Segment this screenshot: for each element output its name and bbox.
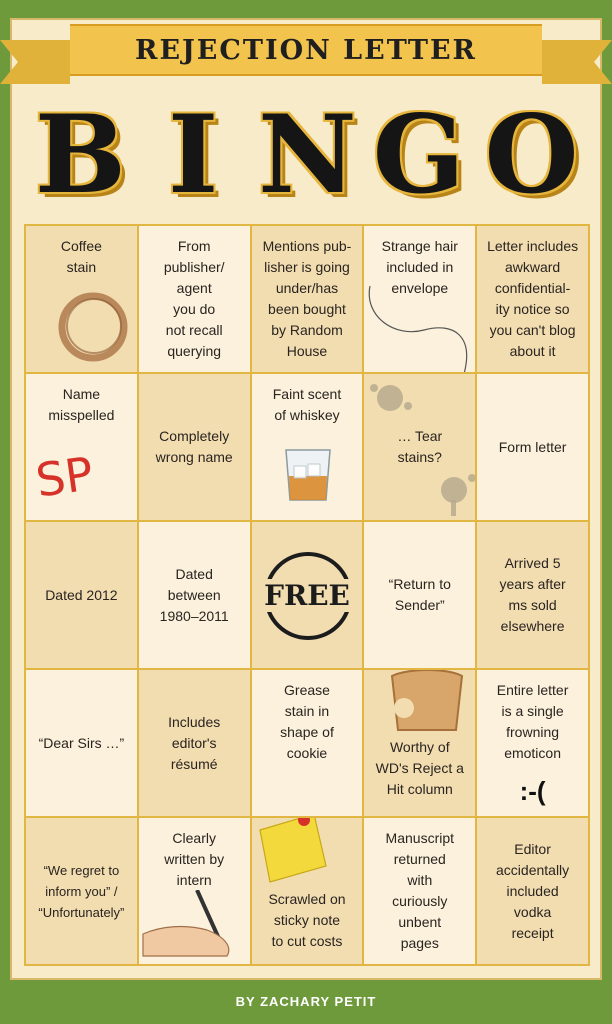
- cell-text: Dated 2012: [45, 586, 118, 603]
- cell-text: Arrived 5 years after ms sold elsewhere: [499, 555, 566, 634]
- cell-dear-sirs: [26, 670, 137, 816]
- cell-arrived-late: [477, 522, 588, 668]
- cell-return-to-sender: [364, 522, 475, 668]
- cell-coffee-stain: [26, 226, 137, 372]
- cell-we-regret: [26, 818, 137, 964]
- cell-written-by-intern: [139, 818, 250, 964]
- cell-name-misspelled: [26, 374, 137, 520]
- cell-text: Clearly written by intern: [164, 830, 225, 888]
- bingo-heading: [24, 92, 588, 218]
- cell-publisher-bought: [252, 226, 363, 372]
- cell-confidentiality: [477, 226, 588, 372]
- cell-text: … Tear stains?: [397, 428, 443, 465]
- cell-dated-between: [139, 522, 250, 668]
- bingo-letter-n: N: [257, 92, 357, 218]
- cell-text: Faint scent of whiskey: [272, 386, 342, 423]
- cell-text: Letter includes awkward confidential- ity notice so you can't blog about it: [487, 238, 579, 359]
- bingo-letter-i: I: [167, 92, 219, 218]
- writing-hand-icon: [141, 890, 250, 962]
- bingo-letter-g: G: [372, 92, 465, 218]
- cell-unbent-pages: [364, 818, 475, 964]
- coffee-ring-icon: [54, 288, 132, 366]
- cell-text: Editor accidentally included vodka receipt: [496, 840, 570, 941]
- cell-strange-hair: [364, 226, 475, 372]
- cell-sticky-note: [252, 818, 363, 964]
- bingo-letter-o: O: [484, 92, 579, 218]
- sticky-note-icon: [252, 818, 332, 888]
- byline: BY ZACHARY PETIT: [235, 994, 377, 1009]
- cell-text: Strange hair included in envelope: [381, 238, 458, 296]
- cell-dated-2012: [26, 522, 137, 668]
- page-title: REJECTION LETTER: [135, 34, 477, 66]
- cell-text: Name misspelled: [48, 386, 115, 423]
- cell-whiskey: [252, 374, 363, 520]
- cell-text: Completely wrong name: [155, 428, 233, 465]
- tear-splat-icon: [428, 468, 475, 518]
- cell-text: “We regret to inform you” / “Unfortunately”: [38, 862, 125, 920]
- cell-editors-resume: [139, 670, 250, 816]
- cell-text: From publisher/ agent you do not recall querying: [163, 238, 225, 359]
- cell-unknown-agent: [139, 226, 250, 372]
- cell-text: “Return to Sender”: [388, 576, 451, 613]
- frown-emoticon: :-(: [519, 776, 546, 806]
- cell-text: Form letter: [498, 438, 567, 455]
- cell-tear-stains: [364, 374, 475, 520]
- cell-form-letter: [477, 374, 588, 520]
- cell-vodka-receipt: [477, 818, 588, 964]
- toast-icon: [388, 670, 466, 734]
- tear-splat-icon: [366, 376, 416, 420]
- cell-text: Entire letter is a single frowning emoticon: [496, 682, 569, 761]
- cell-text: Grease stain in shape of cookie: [280, 682, 334, 761]
- sp-mark: SP: [32, 446, 97, 508]
- cell-wrong-name: [139, 374, 250, 520]
- cell-text: Manuscript returned with curiously unbent pages: [385, 830, 455, 951]
- bingo-letter-b: B: [34, 92, 127, 218]
- cell-grease-stain: [252, 670, 363, 816]
- title-ribbon: [70, 24, 542, 76]
- cell-text: Worthy of WD's Reject a Hit column: [375, 739, 464, 797]
- whiskey-glass-icon: [280, 446, 336, 504]
- cell-text: “Dear Sirs …”: [38, 734, 125, 751]
- cell-free: [252, 522, 363, 668]
- cell-frowning-emoticon: [477, 670, 588, 816]
- cell-text: Coffee stain: [60, 238, 102, 275]
- cell-text: Mentions pub- lisher is going under/has been bought by Random House: [262, 238, 352, 359]
- bingo-grid: [24, 224, 590, 966]
- cell-text: Scrawled on sticky note to cut costs: [268, 891, 346, 949]
- cell-text: Includes editor's résumé: [168, 713, 221, 772]
- free-label: FREE: [264, 578, 350, 612]
- cell-reject-a-hit: [364, 670, 475, 816]
- cell-text: Dated between 1980–2011: [159, 565, 229, 624]
